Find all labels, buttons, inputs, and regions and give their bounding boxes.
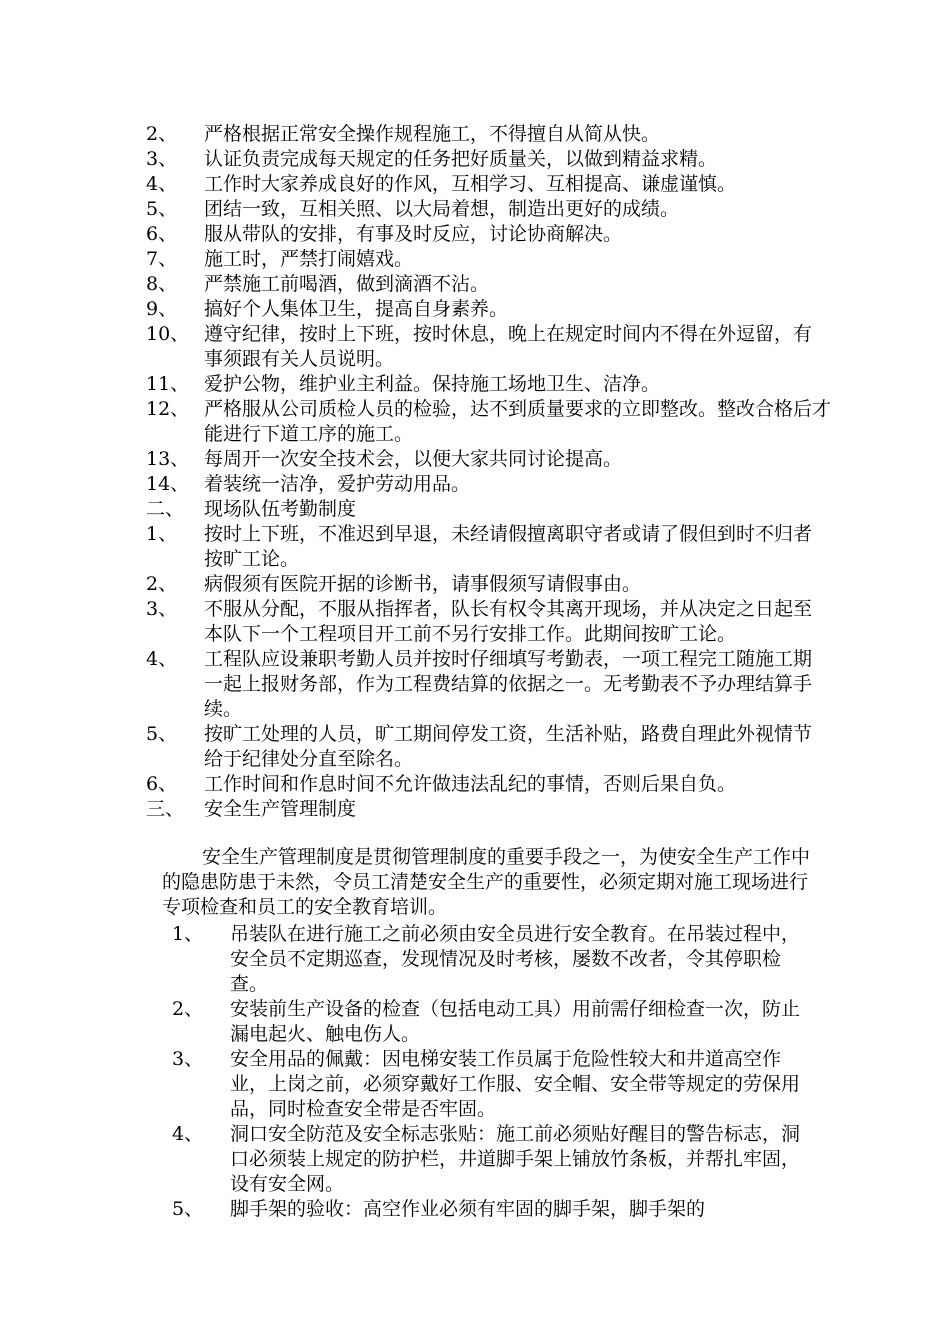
item-text: 按时上下班，不准迟到早退，未经请假擅离职守者或请了假但到时不归者按旷工论。 <box>204 523 813 570</box>
item-text: 工作时间和作息时间不允许做违法乱纪的事情，否则后果自负。 <box>204 773 737 795</box>
item-number: 3、 <box>172 1048 204 1070</box>
section-number: 三、 <box>146 798 185 820</box>
list-item <box>0 122 950 147</box>
item-text: 按旷工处理的人员，旷工期间停发工资，生活补贴，路费自理此外视情节给于纪律处分直至除名。 <box>204 723 813 770</box>
list-item <box>0 222 950 247</box>
item-number: 4、 <box>172 1123 204 1145</box>
item-text: 施工时，严禁打闹嬉戏。 <box>204 248 414 270</box>
list-item <box>0 922 950 997</box>
item-text: 每周开一次安全技术会，以便大家共同讨论提高。 <box>204 448 623 470</box>
list-item <box>0 997 950 1047</box>
list-item <box>0 772 950 797</box>
item-text: 搞好个人集体卫生，提高自身素养。 <box>204 298 509 320</box>
item-text: 严禁施工前喝酒，做到滴酒不沾。 <box>204 273 490 295</box>
rules-list-c <box>0 922 950 1222</box>
item-text: 爱护公物，维护业主利益。保持施工场地卫生、洁净。 <box>204 373 661 395</box>
item-text: 遵守纪律，按时上下班，按时休息，晚上在规定时间内不得在外逗留，有事须跟有关人员说明。 <box>204 323 813 370</box>
section-title: 安全生产管理制度 <box>204 798 357 820</box>
list-item <box>0 197 950 222</box>
item-number: 4、 <box>146 648 178 670</box>
item-text: 洞口安全防范及安全标志张贴：施工前必须贴好醒目的警告标志，洞口必须装上规定的防护栏，井道脚手架上铺放竹条板，并帮扎牢固，设有安全网。 <box>230 1123 801 1195</box>
item-text: 严格服从公司质检人员的检验，达不到质量要求的立即整改。整改合格后才能进行下道工序的施工。 <box>204 398 832 445</box>
list-item <box>0 472 950 497</box>
item-text: 工程队应设兼职考勤人员并按时仔细填写考勤表，一项工程完工随施工期一起上报财务部，作为工程费结算的依据之一。无考勤表不予办理结算手续。 <box>204 648 813 720</box>
item-number: 8、 <box>146 273 178 295</box>
list-item <box>0 572 950 597</box>
list-item <box>0 522 950 572</box>
list-item <box>0 397 950 447</box>
item-text: 团结一致，互相关照、以大局着想，制造出更好的成绩。 <box>204 198 680 220</box>
item-text: 吊装队在进行施工之前必须由安全员进行安全教育。在吊装过程中，安全员不定期巡查，发现情况及时考核，屡数不改者，令其停职检查。 <box>230 923 801 995</box>
item-number: 5、 <box>146 723 178 745</box>
list-item <box>0 1197 950 1222</box>
item-number: 5、 <box>146 198 178 220</box>
item-number: 1、 <box>146 523 178 545</box>
item-text: 脚手架的验收：高空作业必须有牢固的脚手架，脚手架的 <box>230 1198 706 1220</box>
section-heading <box>0 797 950 822</box>
item-number: 2、 <box>146 123 178 145</box>
list-item <box>0 647 950 722</box>
item-number: 4、 <box>146 173 178 195</box>
section-number: 二、 <box>146 498 185 520</box>
item-number: 3、 <box>146 148 178 170</box>
intro-paragraph: 安全生产管理制度是贯彻管理制度的重要手段之一，为使安全生产工作中的隐患防患于未然，令员工清楚安全生产的重要性，必须定期对施工现场进行专项检查和员工的安全教育培训。 <box>162 846 811 918</box>
item-text: 工作时大家养成良好的作风，互相学习、互相提高、谦虚谨慎。 <box>204 173 737 195</box>
section-heading <box>0 497 950 522</box>
item-number: 6、 <box>146 773 178 795</box>
item-text: 不服从分配，不服从指挥者，队长有权令其离开现场，并从决定之日起至本队下一个工程项目开工前不另行安排工作。此期间按旷工论。 <box>204 598 813 645</box>
list-item <box>0 447 950 472</box>
list-item <box>0 147 950 172</box>
section-title: 现场队伍考勤制度 <box>204 498 357 520</box>
item-text: 着装统一洁净，爱护劳动用品。 <box>204 473 471 495</box>
item-number: 9、 <box>146 298 178 320</box>
item-number: 14、 <box>146 473 190 495</box>
item-text: 安装前生产设备的检查（包括电动工具）用前需仔细检查一次，防止漏电起火、触电伤人。 <box>230 998 801 1045</box>
item-text: 严格根据正常安全操作规程施工，不得擅自从简从快。 <box>204 123 661 145</box>
item-number: 10、 <box>146 323 190 345</box>
item-number: 13、 <box>146 448 190 470</box>
list-item <box>0 247 950 272</box>
item-number: 2、 <box>172 998 204 1020</box>
item-number: 1、 <box>172 923 204 945</box>
list-item <box>0 172 950 197</box>
item-text: 服从带队的安排，有事及时反应，讨论协商解决。 <box>204 223 623 245</box>
item-number: 6、 <box>146 223 178 245</box>
item-number: 11、 <box>146 373 190 395</box>
item-text: 认证负责完成每天规定的任务把好质量关，以做到精益求精。 <box>204 148 718 170</box>
item-number: 12、 <box>146 398 190 420</box>
list-item <box>0 722 950 772</box>
list-item <box>0 297 950 322</box>
item-text: 安全用品的佩戴：因电梯安装工作员属于危险性较大和井道高空作业，上岗之前，必须穿戴好工作服、安全帽、安全带等规定的劳保用品，同时检查安全带是否牢固。 <box>230 1048 801 1120</box>
rules-list-a <box>0 122 950 822</box>
list-item <box>0 272 950 297</box>
list-item <box>0 1122 950 1197</box>
item-text: 病假须有医院开据的诊断书，请事假须写请假事由。 <box>204 573 642 595</box>
list-item <box>0 1047 950 1122</box>
item-number: 5、 <box>172 1198 204 1220</box>
list-item <box>0 372 950 397</box>
list-item <box>0 597 950 647</box>
item-number: 7、 <box>146 248 178 270</box>
item-number: 3、 <box>146 598 178 620</box>
item-number: 2、 <box>146 573 178 595</box>
list-item <box>0 322 950 372</box>
